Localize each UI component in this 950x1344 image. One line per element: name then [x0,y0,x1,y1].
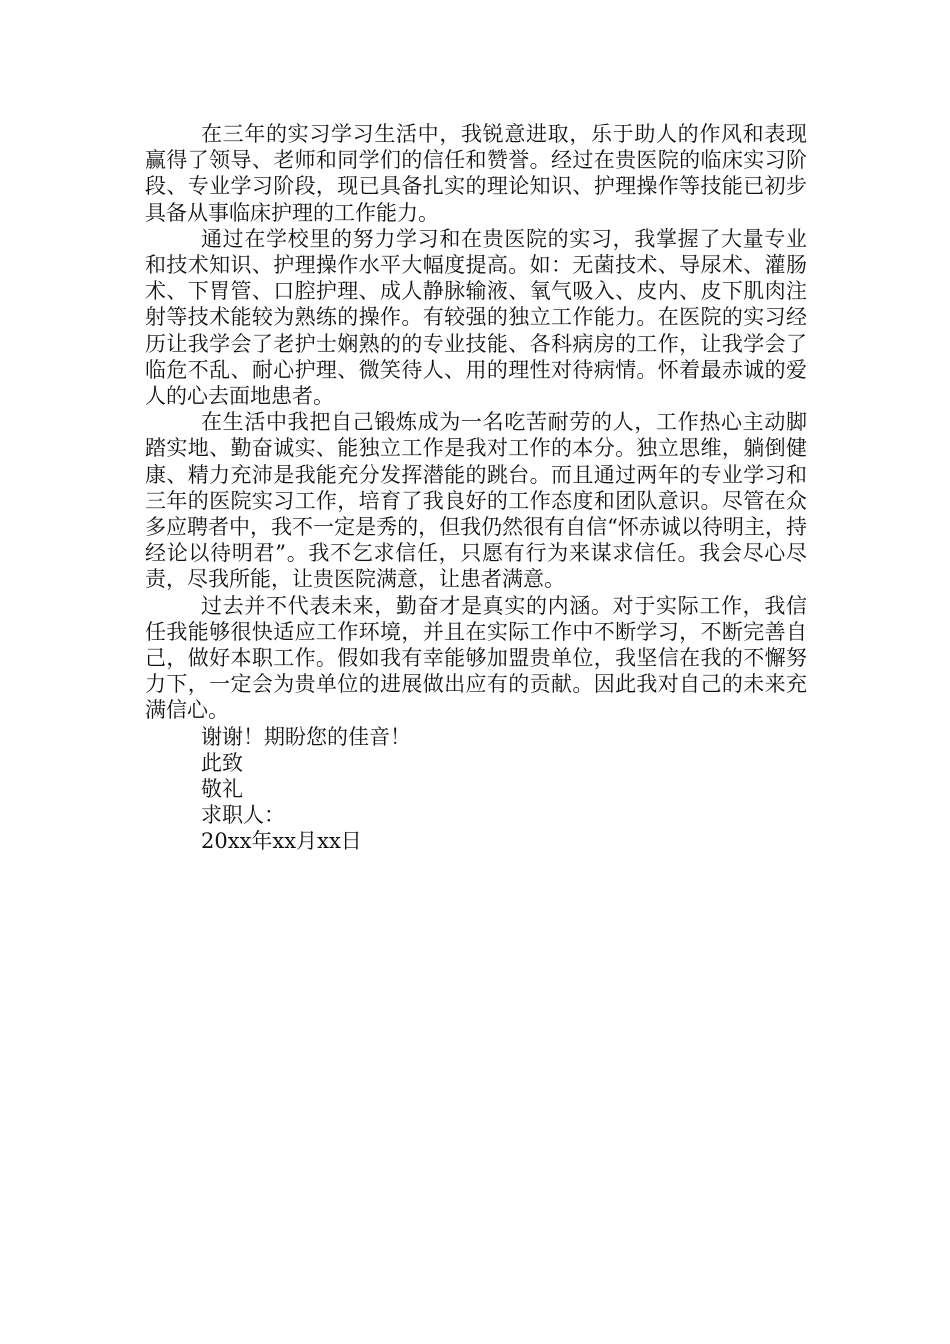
cover-letter-body [145,121,807,855]
closing-salutation-jingli: 敬礼 [201,777,243,802]
paragraph-character: 在生活中我把自己锻炼成为一名吃苦耐劳的人，工作热心主动脚踏实地、勤奋诚实、能独立工作是我对工作的本分。独立思维，躺倒健康、精力充沛是我能充分发挥潜能的跳台。而且通过两年的专业学习和三年的医院实习工作，培育了我良好的工作态度和团队意识。尽管在众多应聘者中，我不一定是秀的，但我仍然很有自信“怀赤诚以待明主，持经论以待明君”。我不乞求信任，只愿有行为来谋求信任。我会尽心尽责，尽我所能，让贵医院满意，让患者满意。 [145,410,807,592]
closing-thanks: 谢谢！期盼您的佳音！ [201,724,411,749]
paragraph-skills: 通过在学校里的努力学习和在贵医院的实习，我掌握了大量专业和技术知识、护理操作水平大幅度提高。如：无菌技术、导尿术、灌肠术、下胃管、口腔护理、成人静脉输液、氧气吸入、皮内、皮下肌肉注射等技术能较为熟练的操作。有较强的独立工作能力。在医院的实习经历让我学会了老护士娴熟的的专业技能、各科病房的工作，让我学会了临危不乱、耐心护理、微笑待人、用的理性对待病情。怀着最赤诚的爱人的心去面地患者。 [145,226,807,409]
letter-date: 20xx年xx月xx日 [201,829,362,854]
signer-label: 求职人： [201,803,285,828]
closing-salutation-cizhi: 此致 [201,750,243,775]
paragraph-internship-summary: 在三年的实习学习生活中，我锐意进取，乐于助人的作风和表现赢得了领导、老师和同学们的信任和赞誉。经过在贵医院的临床实习阶段、专业学习阶段，现已具备扎实的理论知识、护理操作等技能已初步具备从事临床护理的工作能力。 [145,122,807,225]
paragraph-future: 过去并不代表未来，勤奋才是真实的内涵。对于实际工作，我信任我能够很快适应工作环境，并且在实际工作中不断学习，不断完善自己，做好本职工作。假如我有幸能够加盟贵单位，我坚信在我的不懈努力下，一定会为贵单位的进展做出应有的贡献。因此我对自己的未来充满信心。 [145,593,807,723]
